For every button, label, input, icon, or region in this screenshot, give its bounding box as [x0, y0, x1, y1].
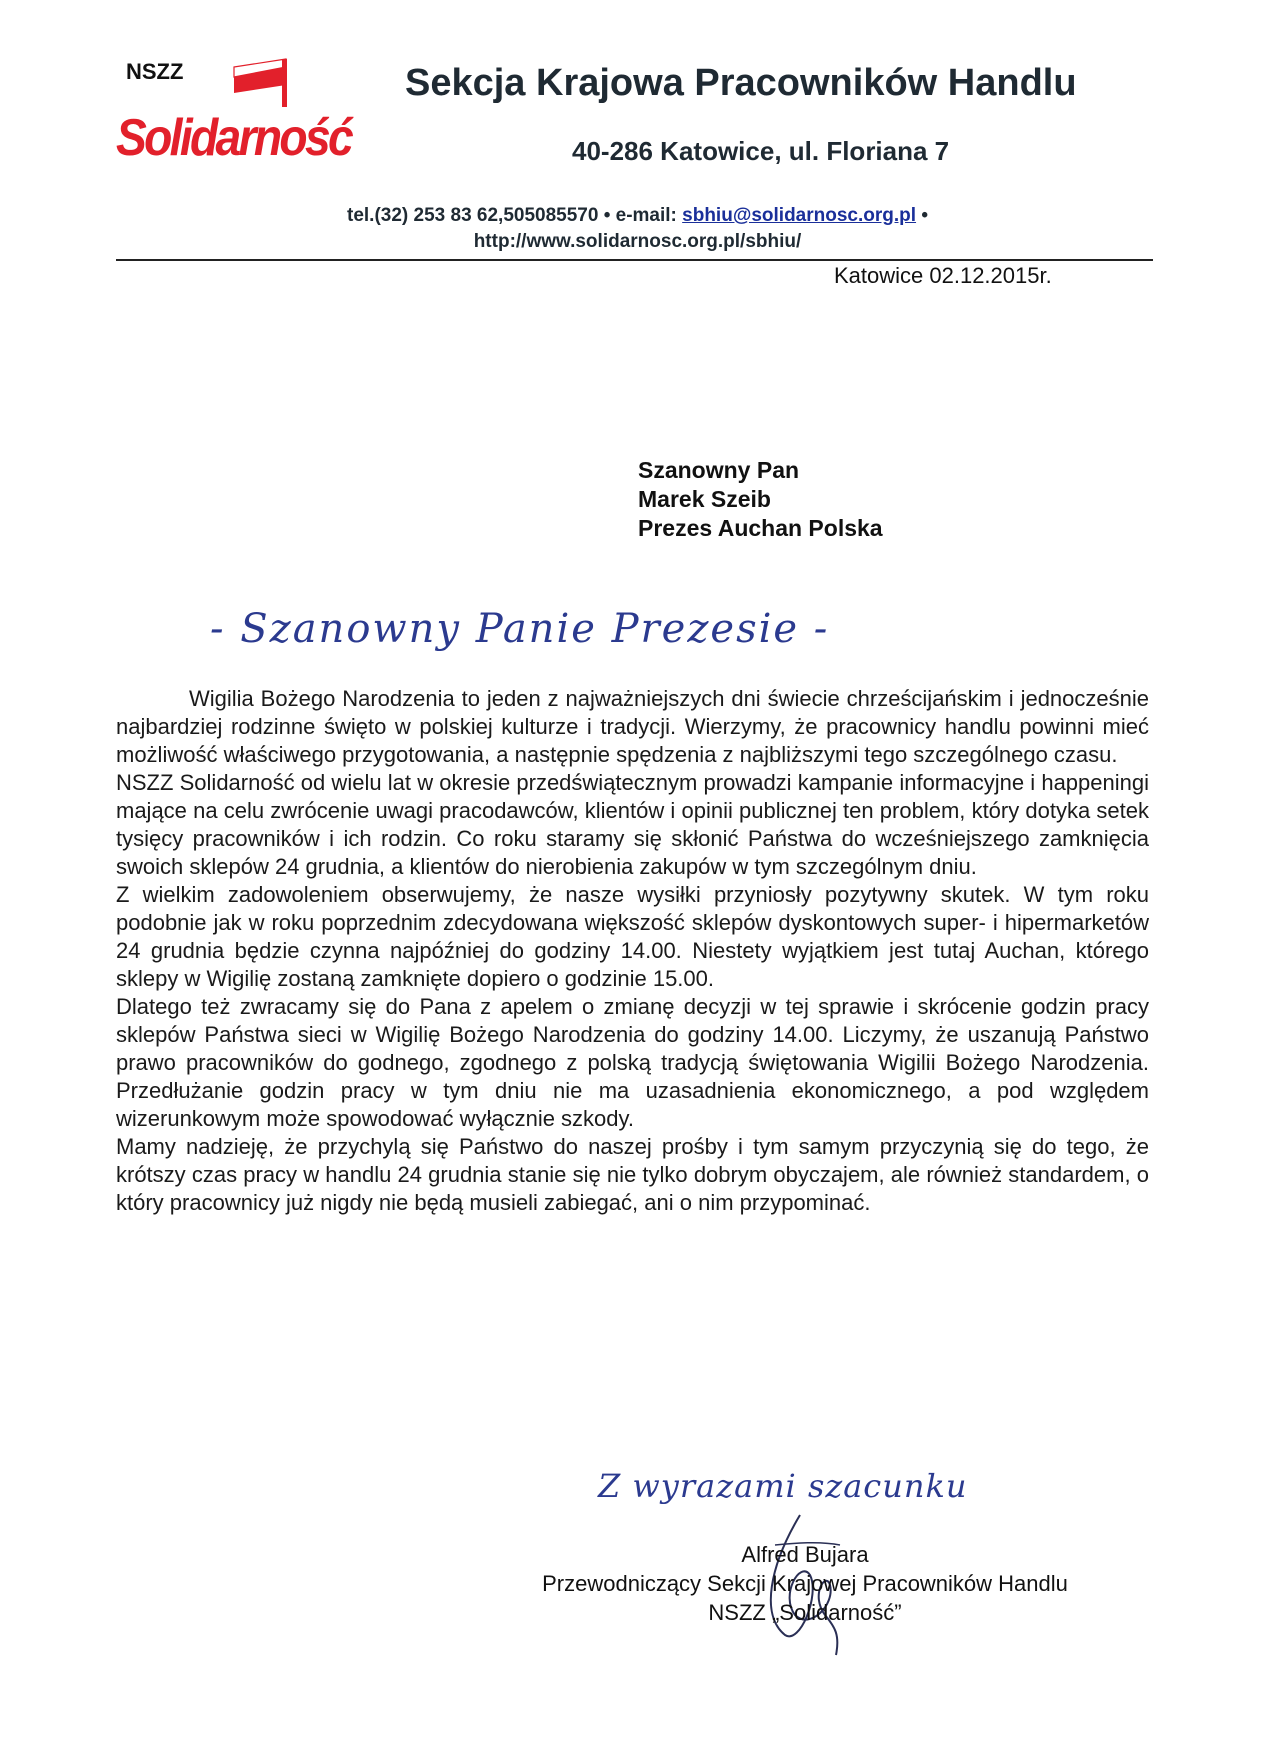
signatory-title: Przewodniczący Sekcji Krajowej Pracowników Handlu: [542, 1571, 1068, 1596]
signatory-org: NSZZ „Solidarność”: [708, 1600, 902, 1625]
handwritten-closing: Z wyrazami szacunku: [598, 1467, 968, 1505]
letter-date: Katowice 02.12.2015r.: [834, 263, 1052, 288]
signature-block: [500, 1540, 1110, 1627]
recipient-block: [638, 456, 883, 543]
logo-wordmark: Solidarność: [116, 109, 354, 167]
handwritten-salutation: - Szanowny Panie Prezesie -: [210, 606, 830, 652]
email-link[interactable]: sbhiu@solidarnosc.org.pl: [682, 205, 917, 226]
body-paragraph: Z wielkim zadowoleniem obserwujemy, że nasze wysiłki przyniosły pozytywny skutek. W tym roku podobnie jak w roku poprzednim zdecydowana większość sklepów dyskontowych super- i hipermarketów 24 grudnia będzie czynna najpóźniej do godziny 14.00. Niestety wyjątkiem jest tutaj Auchan, którego sklepy w Wigilię zostaną zamknięte dopiero o godzinie 15.00.: [116, 882, 1149, 991]
contact-phone: tel.(32) 253 83 62,505085570 • e-mail:: [347, 205, 683, 226]
body-paragraph: Mamy nadzieję, że przychylą się Państwo do naszej prośby i tym samym przyczynią się do tego, że krótszy czas pracy w handlu 24 grudnia stanie się nie tylko dobrym obyczajem, ale również standardem, o który pracownicy już nigdy nie będą musieli zabiegać, ani o nim przypominać.: [116, 1134, 1149, 1215]
website-line: [0, 231, 1275, 253]
solidarnosc-logo: [116, 55, 396, 175]
recipient-salutation: Szanowny Pan: [638, 457, 800, 483]
recipient-name: Marek Szeib: [638, 486, 771, 512]
logo-nszz-text: NSZZ: [126, 59, 184, 84]
body-paragraph: NSZZ Solidarność od wielu lat w okresie przedświątecznym prowadzi kampanie informacyjne i happeningi mające na celu zwrócenie uwagi pracodawców, klientów i opinii publicznej ten problem, który dotyka setek tysięcy pracowników i ich rodzin. Co roku staramy się skłonić Państwa do wcześniejszego zamknięcia swoich sklepów 24 grudnia, a klientów do nierobienia zakupów w tym szczególnym dniu.: [116, 770, 1149, 879]
body-paragraph: Dlatego też zwracamy się do Pana z apelem o zmianę decyzji w tej sprawie i skrócenie godzin pracy sklepów Państwa sieci w Wigilię Bożego Narodzenia do godziny 14.00. Liczymy, że uszanują Państwo prawo pracowników do godnego, zgodnego z polską tradycją świętowania Wigilii Bożego Narodzenia. Przedłużanie godzin pracy w tym dniu nie ma uzasadnienia ekonomicznego, a pod względem wizerunkowym może spowodować wyłącznie szkody.: [116, 994, 1149, 1131]
org-address: 40-286 Katowice, ul. Floriana 7: [572, 136, 950, 166]
contact-line: [0, 205, 1275, 227]
contact-bullet: •: [916, 205, 928, 226]
signatory-name: Alfred Bujara: [741, 1542, 869, 1567]
org-name: Sekcja Krajowa Pracowników Handlu: [405, 62, 1077, 104]
website-link[interactable]: http://www.solidarnosc.org.pl/sbhiu/: [473, 231, 802, 252]
recipient-title: Prezes Auchan Polska: [638, 515, 883, 541]
body-paragraph: Wigilia Bożego Narodzenia to jeden z najważniejszych dni świecie chrześcijańskim i jednocześnie najbardziej rodzinne święto w polskiej kulturze i tradycji. Wierzymy, że pracownicy handlu powinni mieć możliwość właściwego przygotowania, a następnie spędzenia z najbliższymi tego szczególnego czasu.: [116, 686, 1149, 767]
letter-body: [116, 685, 1149, 1217]
header-divider: [116, 259, 1153, 261]
